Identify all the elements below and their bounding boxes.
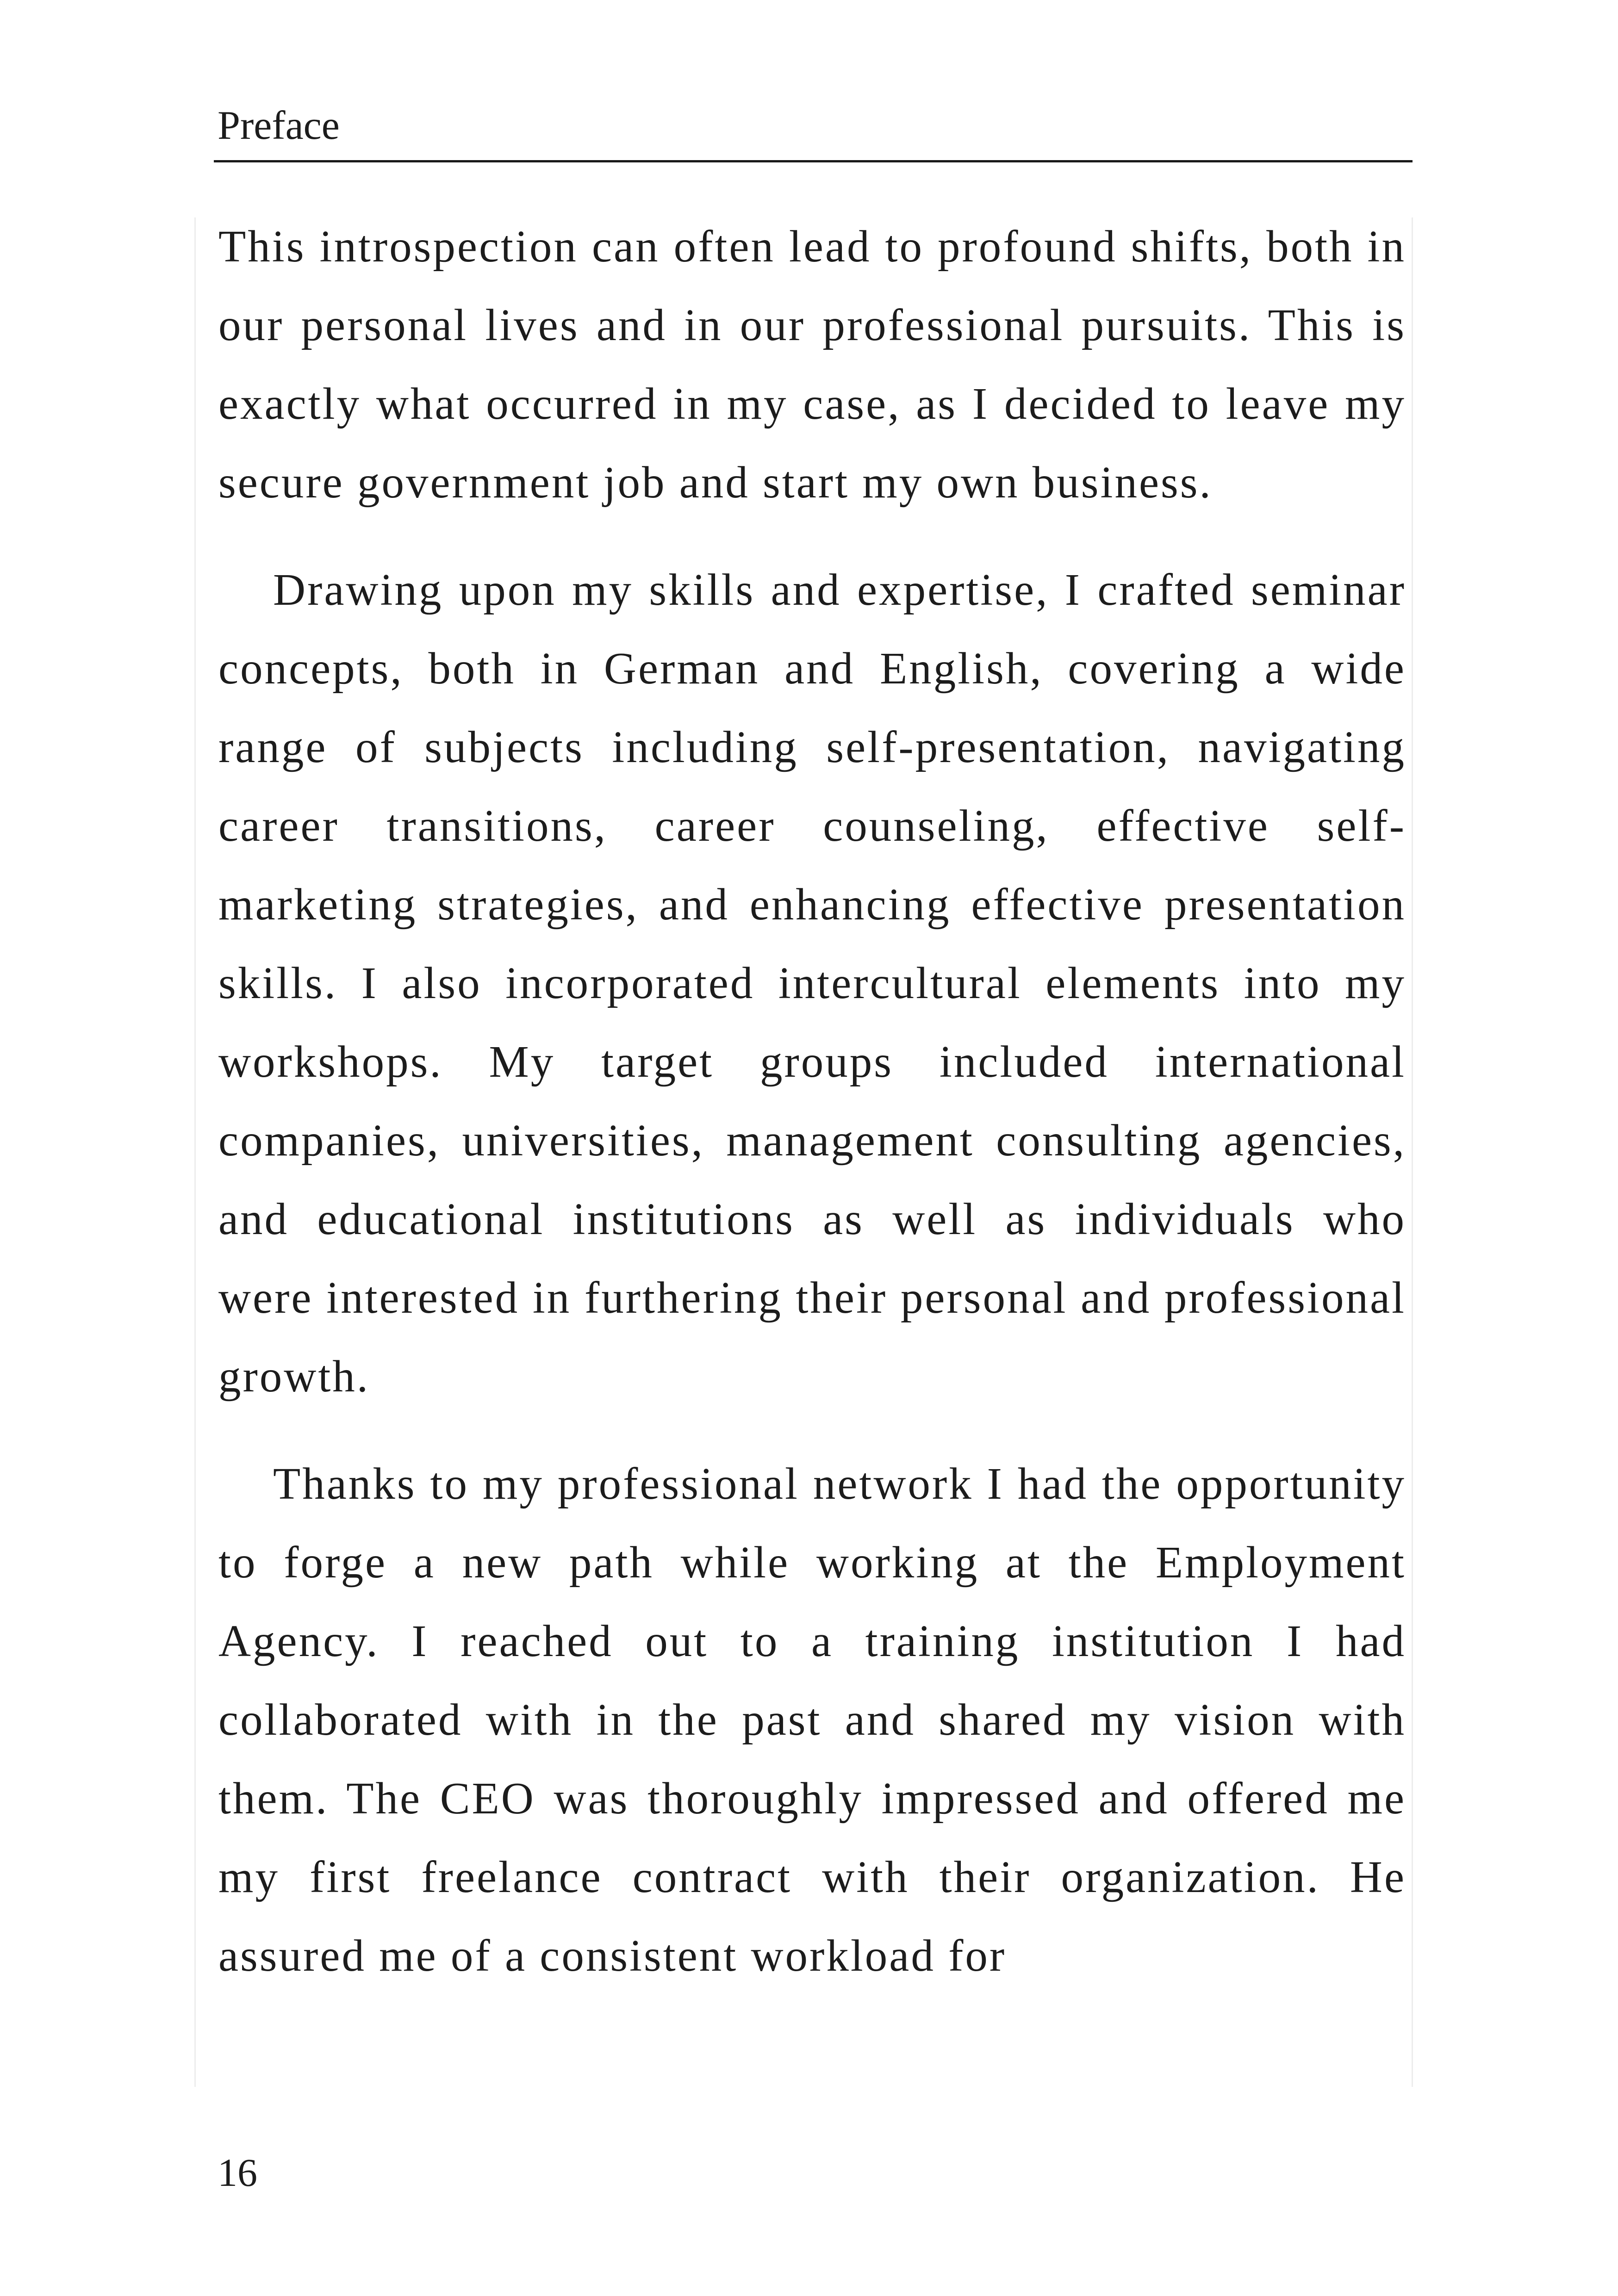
page-number: 16 — [218, 2150, 257, 2195]
text-frame-right-edge — [1412, 217, 1413, 2087]
text-frame-left-edge — [194, 217, 196, 2087]
header-rule — [214, 160, 1413, 162]
running-head: Preface — [218, 103, 340, 148]
paragraph-1: This introspection can often lead to profound shifts, both in our personal lives and in our professional pursuits. This is exactly what occurred in my case, as I decided to leave my secure government job and start my own business. — [218, 222, 1406, 507]
paragraph-3: Thanks to my professional network I had the opportunity to forge a new path while working at the Employment Agency. I reached out to a training institution I had collaborated with in the past and shared my vision with them. The CEO was thoroughly impressed and offered me my first freelance contract with their organization. He assured me of a consistent workload for — [218, 1459, 1406, 1980]
paragraph-2: Drawing upon my skills and expertise, I crafted seminar concepts, both in German and English, covering a wide range of subjects including self-presentation, navigating career transitions, career counseling, effective self-marketing strategies, and enhancing effective presentation skills. I also incorporated intercultural elements into my workshops. My target groups included international companies, universities, management consulting agencies, and educational institutions as well as individuals who were interested in furthering their personal and professional growth. — [218, 565, 1406, 1401]
body-text — [218, 207, 1406, 2024]
